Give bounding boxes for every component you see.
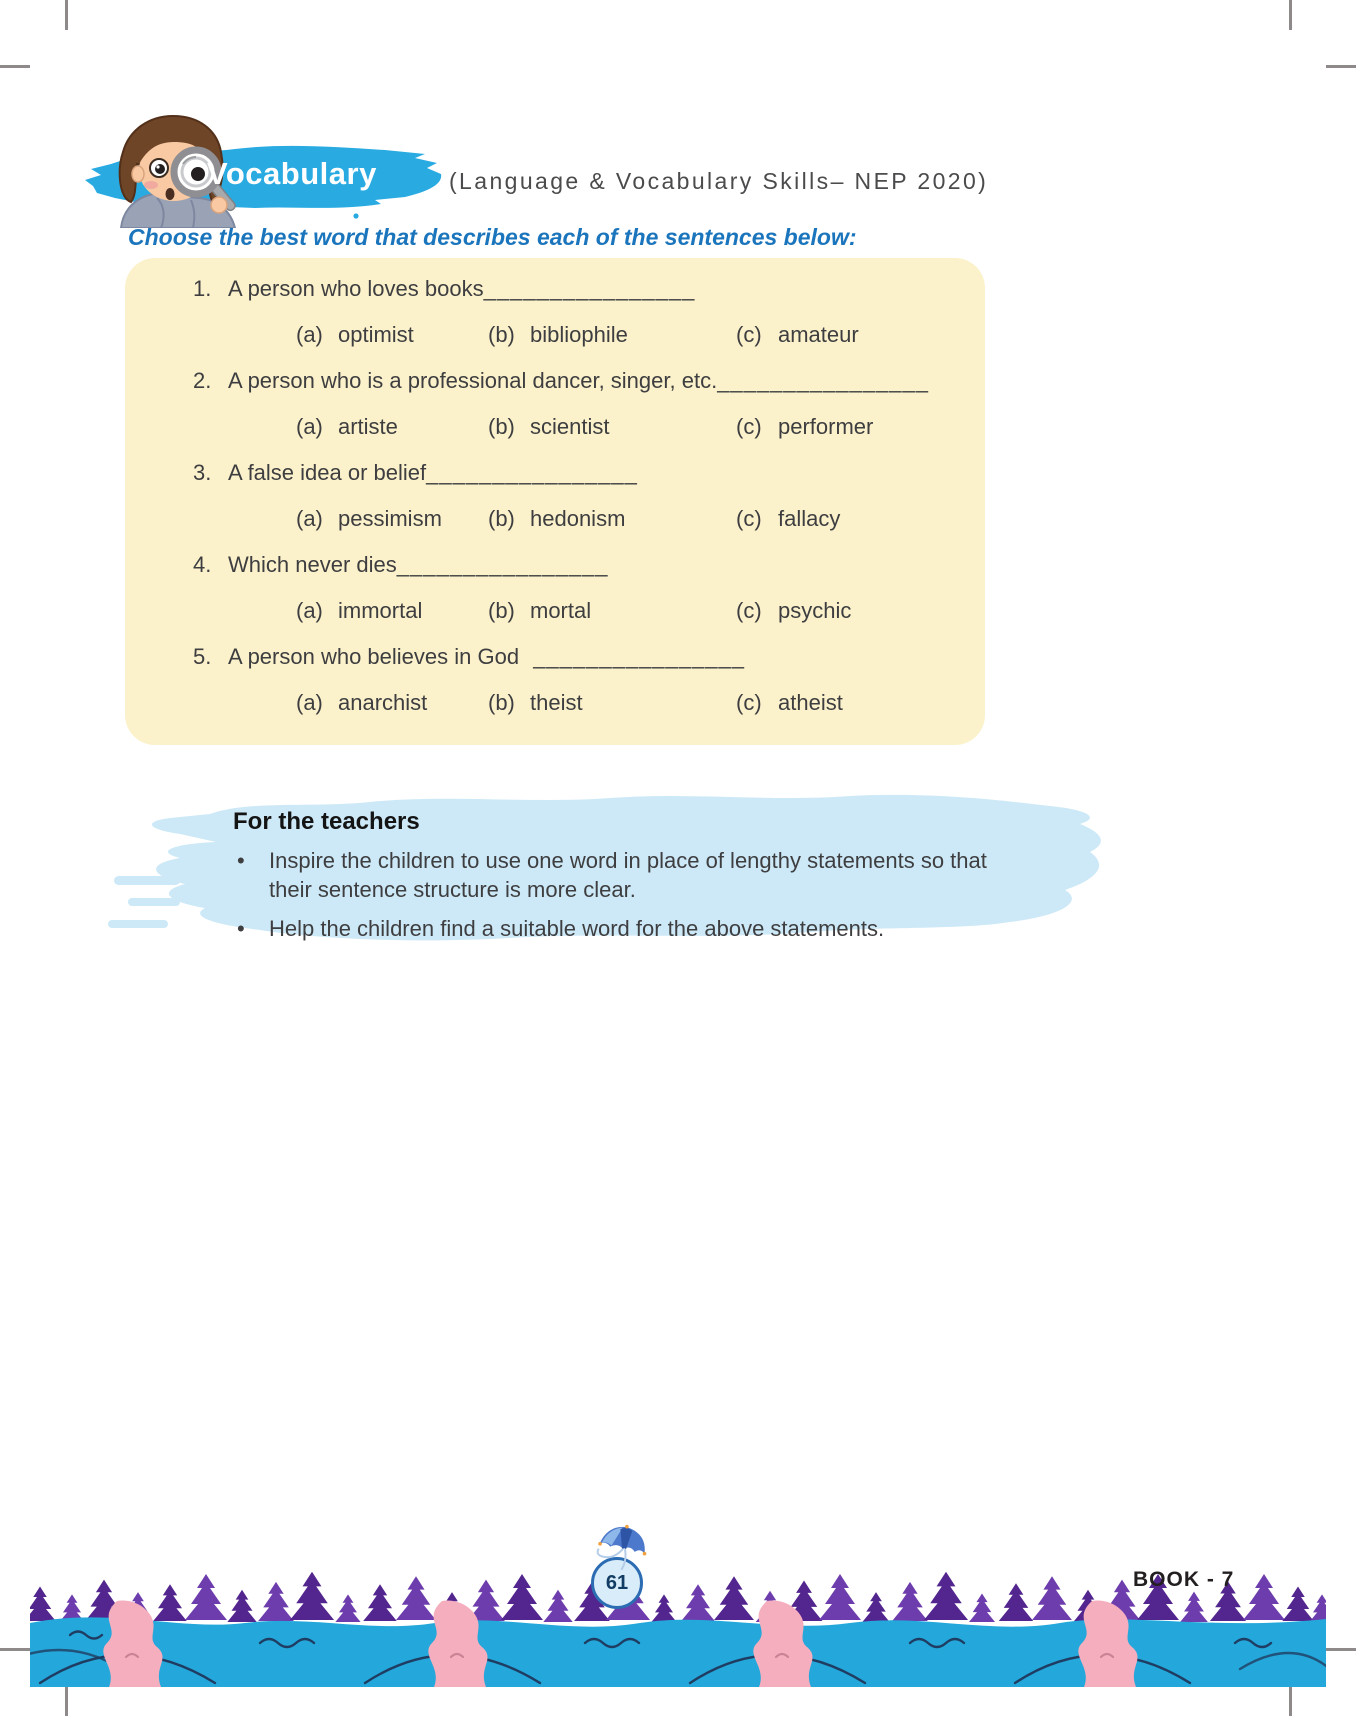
answer-blank[interactable]: ________________ [396, 552, 609, 577]
list-item-text: Help the children find a suitable word for the above statements. [269, 916, 885, 941]
crop-mark [0, 1648, 30, 1651]
option-letter: (a) [296, 322, 323, 347]
option-word: atheist [778, 690, 843, 715]
section-subtitle: (Language & Vocabulary Skills– NEP 2020) [449, 168, 989, 194]
question-number: 5. [193, 644, 212, 669]
exercise-instruction: Choose the best word that describes each of the sentences below: [128, 224, 857, 250]
umbrella-icon [591, 1517, 657, 1580]
option-letter: (b) [488, 506, 515, 531]
teachers-note-list [233, 846, 993, 943]
quiz-box [125, 258, 985, 745]
crop-mark [1326, 65, 1356, 68]
crop-mark [1326, 1648, 1356, 1651]
option-c[interactable] [736, 506, 840, 532]
option-letter: (b) [488, 322, 515, 347]
option-word: mortal [530, 598, 592, 623]
option-word: fallacy [778, 506, 841, 531]
answer-blank[interactable]: ________________ [483, 276, 696, 301]
option-b[interactable] [488, 414, 609, 440]
question-1 [193, 276, 985, 300]
question-text: Which never dies [228, 552, 397, 577]
page-number: 61 [605, 1571, 629, 1594]
option-letter: (c) [736, 322, 762, 347]
option-letter: (a) [296, 414, 323, 439]
question-number: 2. [193, 368, 212, 393]
option-letter: (a) [296, 506, 323, 531]
crop-mark [1289, 0, 1292, 30]
book-label: BOOK - 7 [1133, 1568, 1235, 1591]
question-3 [193, 460, 985, 484]
options-row-2 [125, 414, 985, 438]
option-word: scientist [530, 414, 610, 439]
teachers-note-title: For the teachers [233, 808, 420, 835]
option-word: artiste [338, 414, 398, 439]
question-number: 1. [193, 276, 212, 301]
question-text: A person who loves books [228, 276, 484, 301]
option-letter: (b) [488, 598, 515, 623]
bullet-icon: • [237, 916, 245, 941]
option-word: theist [530, 690, 583, 715]
option-word: anarchist [338, 690, 428, 715]
list-item-text: Inspire the children to use one word in place of lengthy statements so that their sentence structure is more clear. [269, 848, 987, 902]
question-5 [193, 644, 985, 668]
option-a[interactable] [296, 322, 414, 348]
option-word: performer [778, 414, 874, 439]
option-word: bibliophile [530, 322, 628, 347]
option-word: immortal [338, 598, 423, 623]
option-word: pessimism [338, 506, 442, 531]
option-letter: (c) [736, 506, 762, 531]
option-letter: (c) [736, 690, 762, 715]
answer-blank[interactable]: ________________ [533, 644, 745, 669]
option-letter: (a) [296, 598, 323, 623]
question-number: 4. [193, 552, 212, 577]
option-c[interactable] [736, 414, 873, 440]
forest-water-border-illustration [30, 1565, 1326, 1687]
option-c[interactable] [736, 598, 851, 624]
option-word: hedonism [530, 506, 626, 531]
option-letter: (b) [488, 690, 515, 715]
answer-blank[interactable]: ________________ [717, 368, 929, 393]
option-b[interactable] [488, 322, 628, 348]
option-a[interactable] [296, 598, 422, 624]
option-a[interactable] [296, 414, 398, 440]
option-word: optimist [338, 322, 414, 347]
question-number: 3. [193, 460, 212, 485]
option-letter: (c) [736, 414, 762, 439]
option-letter: (b) [488, 414, 515, 439]
crop-mark [1289, 1686, 1292, 1716]
question-text: A false idea or belief [228, 460, 427, 485]
options-row-5 [125, 690, 985, 714]
option-word: amateur [778, 322, 859, 347]
crop-mark [65, 1686, 68, 1716]
question-2 [193, 368, 985, 392]
list-item [233, 846, 993, 904]
option-b[interactable] [488, 690, 583, 716]
teachers-note [233, 808, 1023, 953]
crop-mark [65, 0, 68, 30]
option-b[interactable] [488, 506, 625, 532]
options-row-3 [125, 506, 985, 530]
bullet-icon: • [237, 848, 245, 873]
list-item [233, 914, 993, 943]
option-letter: (a) [296, 690, 323, 715]
answer-blank[interactable]: ________________ [426, 460, 638, 485]
option-word: psychic [778, 598, 852, 623]
option-letter: (c) [736, 598, 762, 623]
section-title: Vocabulary [207, 156, 377, 191]
crop-mark [0, 65, 30, 68]
option-a[interactable] [296, 506, 442, 532]
option-b[interactable] [488, 598, 591, 624]
question-text: A person who is a professional dancer, singer, etc. [228, 368, 718, 393]
options-row-1 [125, 322, 985, 346]
option-a[interactable] [296, 690, 427, 716]
option-c[interactable] [736, 690, 843, 716]
question-text: A person who believes in God [228, 644, 526, 669]
question-4 [193, 552, 985, 576]
options-row-4 [125, 598, 985, 622]
option-c[interactable] [736, 322, 859, 348]
